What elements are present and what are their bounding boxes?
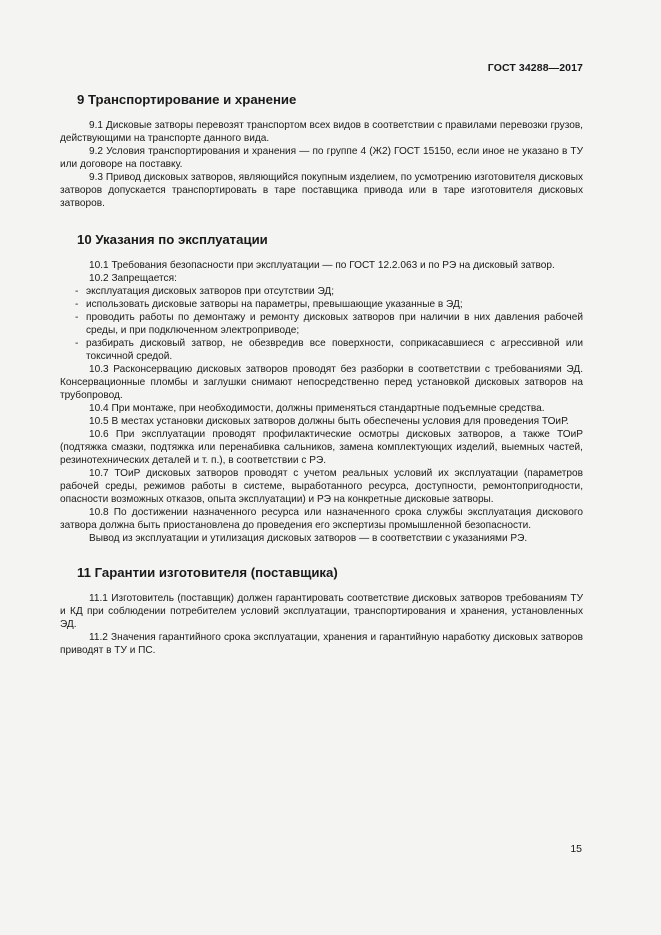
list-item [60, 337, 583, 363]
list-item-text: использовать дисковые затворы на параметры, превышающие указанные в ЭД; [86, 299, 463, 310]
paragraph-10-1: 10.1 Требования безопасности при эксплуатации — по ГОСТ 12.2.063 и по РЭ на дисковый затвор. [89, 260, 555, 271]
list-item [60, 298, 583, 311]
list-item-text: эксплуатация дисковых затворов при отсутствии ЭД; [86, 286, 335, 297]
dash-marker: - [75, 299, 79, 310]
dash-marker: - [75, 338, 79, 349]
standard-code: ГОСТ 34288—2017 [487, 62, 583, 74]
paragraph-10-9: Вывод из эксплуатации и утилизация дисковых затворов — в соответствии с указаниями РЭ. [89, 533, 528, 544]
list-item-text: разбирать дисковый затвор, не обезвредив все поверхности, соприкасавшиеся с агрессивной или токсичной средой. [86, 338, 583, 362]
section-9-heading: 9 Транспортирование и хранение [77, 92, 297, 107]
paragraph-10-5: 10.5 В местах установки дисковых затворов должны быть обеспечены условия для проведения ТОиР. [89, 416, 569, 427]
dash-marker: - [75, 286, 79, 297]
list-item [60, 285, 583, 298]
section-10-heading: 10 Указания по эксплуатации [77, 232, 268, 247]
paragraph-11-2: 11.2 Значения гарантийного срока эксплуатации, хранения и гарантийную наработку дисковых затворов приводят в ТУ и ПС. [60, 632, 583, 656]
paragraph-10-4: 10.4 При монтаже, при необходимости, должны применяться стандартные подъемные средства. [89, 403, 545, 414]
paragraph-9-1: 9.1 Дисковые затворы перевозят транспортом всех видов в соответствии с правилами перевозки грузов, действующими на транспорте данного вида. [60, 120, 583, 144]
paragraph-9-2: 9.2 Условия транспортирования и хранения — по группе 4 (Ж2) ГОСТ 15150, если иное не указано в ТУ или договоре на поставку. [60, 146, 583, 170]
paragraph-10-7: 10.7 ТОиР дисковых затворов проводят с учетом реальных условий их эксплуатации (параметров рабочей среды, режимов работы в системе, выработанного ресурса, доступности, ремонтопригодности, опасности возможных отказов, опыта эксплуатации) и РЭ на конкретные дисковые затворы. [60, 468, 583, 505]
list-item [60, 311, 583, 337]
paragraph-10-6: 10.6 При эксплуатации проводят профилактические осмотры дисковых затворов, а также ТОиР (подтяжка смазки, подтяжка или перенабивка сальников, замена комплектующих изделий, выемных частей, резинотехнических деталей и т. п.), в соответствии с РЭ. [60, 429, 583, 466]
section-11-heading: 11 Гарантии изготовителя (поставщика) [77, 565, 338, 580]
list-item-text: проводить работы по демонтажу и ремонту дисковых затворов при наличии в них давления рабочей среды, и при подключенном электроприводе; [86, 312, 583, 336]
paragraph-11-1: 11.1 Изготовитель (поставщик) должен гарантировать соответствие дисковых затворов требованиям ТУ и КД при соблюдении потребителем условий эксплуатации, транспортирования и хранения, установленных ЭД. [60, 593, 583, 630]
dash-marker: - [75, 312, 79, 323]
page-number: 15 [570, 843, 582, 855]
paragraph-10-2: 10.2 Запрещается: [89, 273, 177, 284]
page-content [60, 92, 583, 657]
paragraph-9-3: 9.3 Привод дисковых затворов, являющийся покупным изделием, по усмотрению изготовителя дисковых затворов допускается транспортировать в таре поставщика привода или в таре изготовителя дисковых затворов. [60, 172, 583, 209]
paragraph-10-8: 10.8 По достижении назначенного ресурса или назначенного срока службы эксплуатация дискового затвора должна быть приостановлена до проведения его экспертизы промышленной безопасности. [60, 507, 583, 531]
paragraph-10-3: 10.3 Расконсервацию дисковых затворов проводят без разборки в соответствии с требованиями ЭД. Консервационные пломбы и заглушки снимают непосредственно перед установкой дисковых затворов на трубопровод. [60, 364, 583, 401]
